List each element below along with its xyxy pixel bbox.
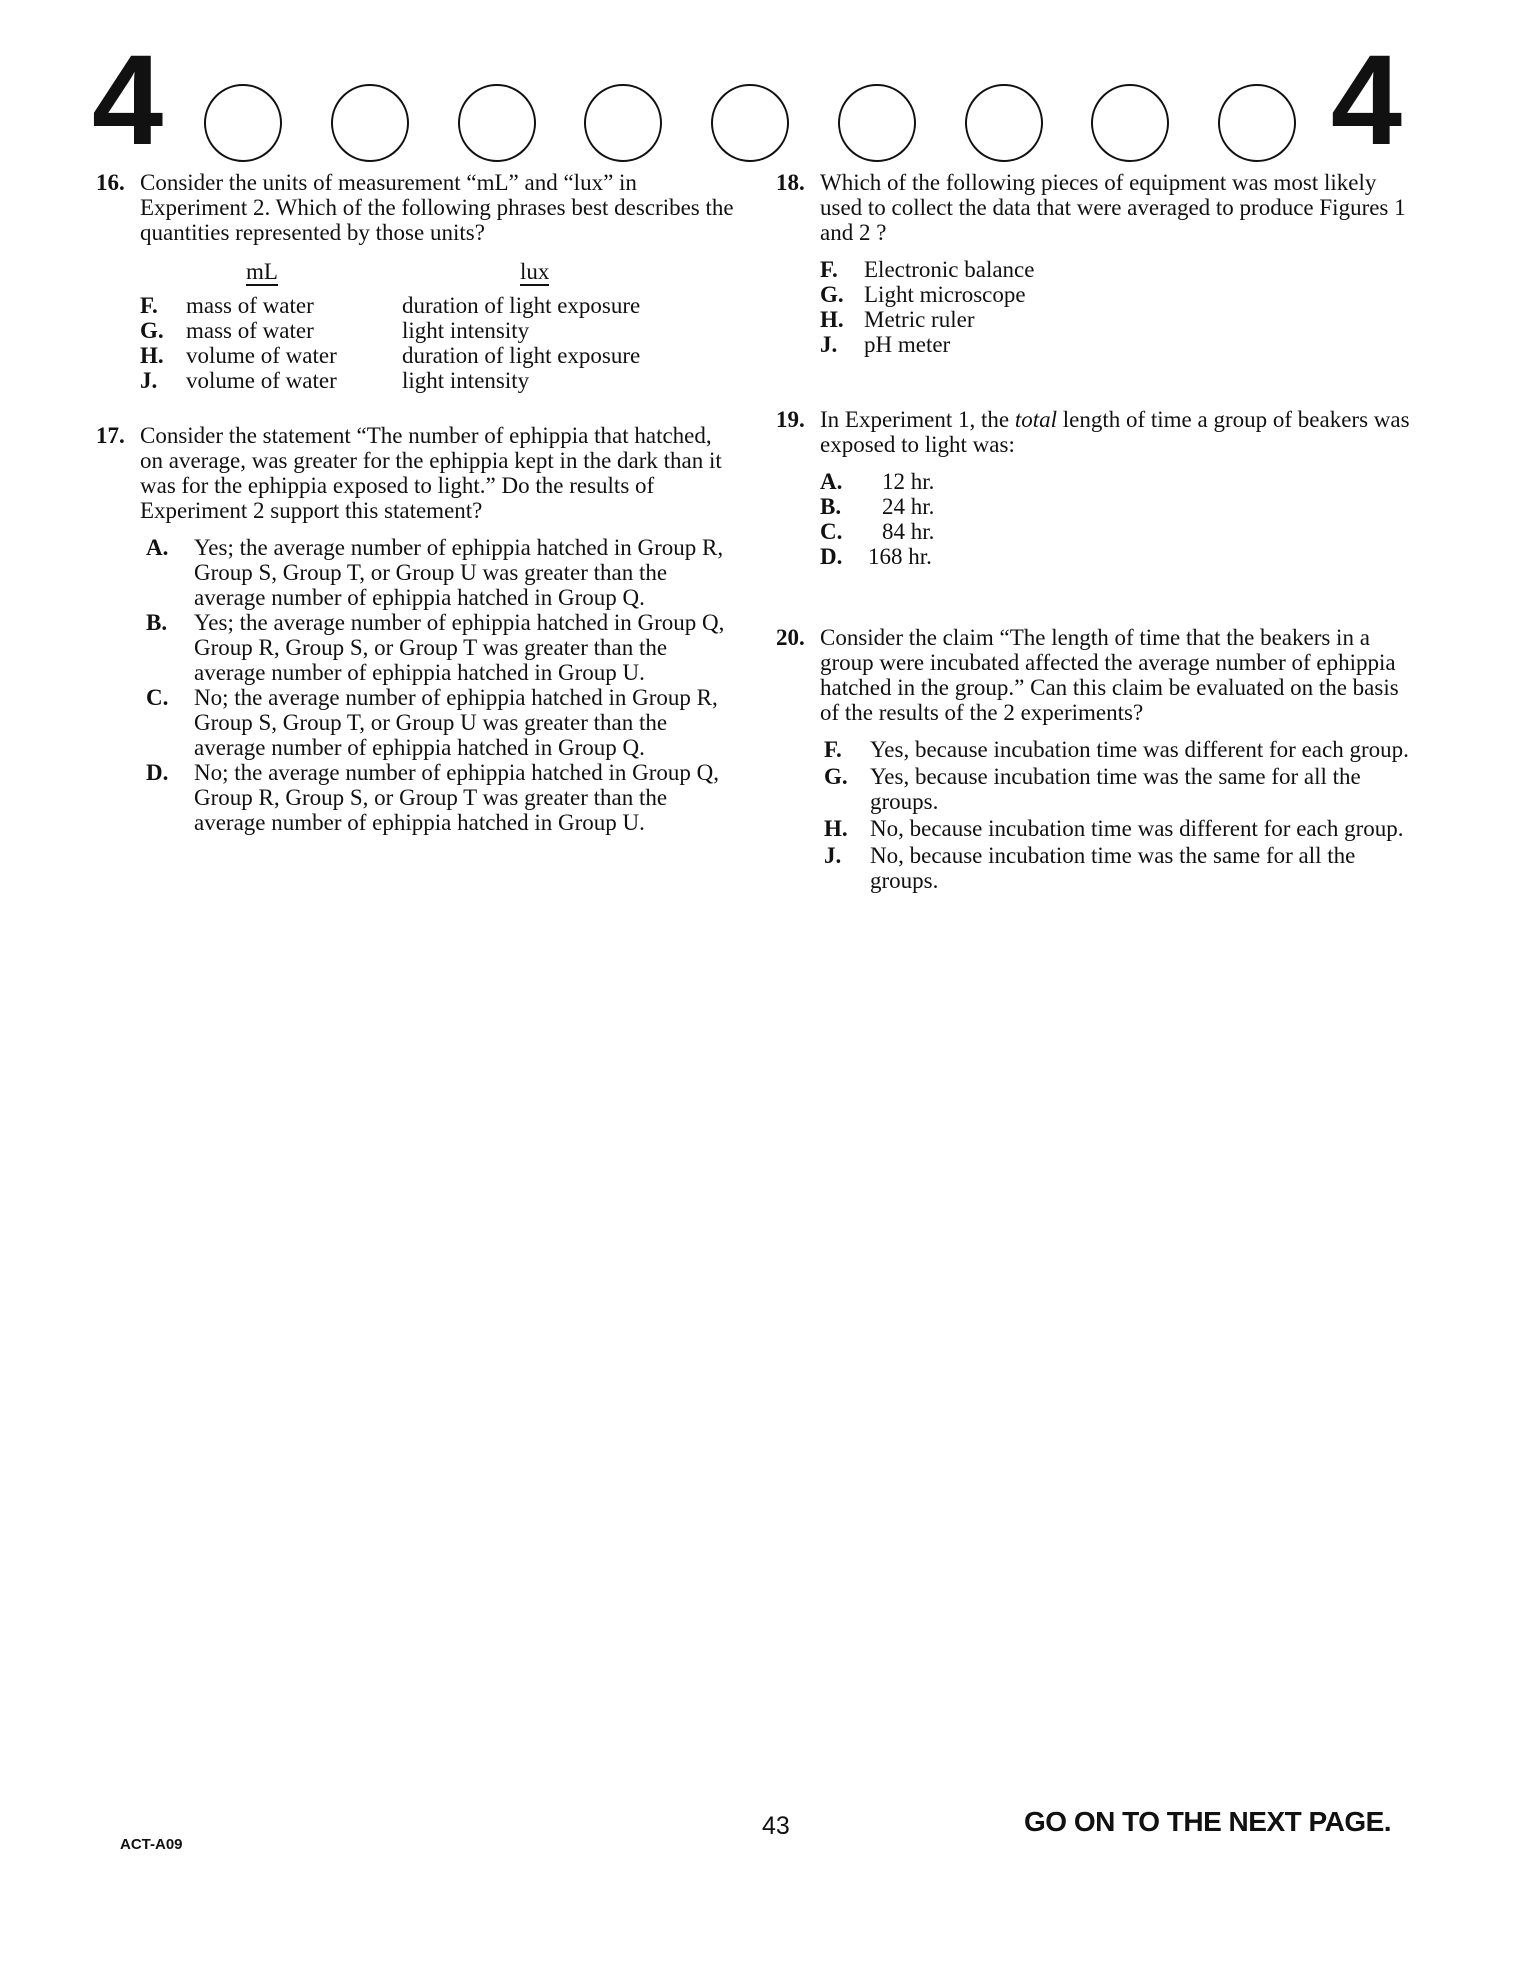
answer-option-b[interactable] — [146, 610, 736, 685]
answer-option-d[interactable] — [146, 760, 736, 835]
option-letter: F. — [820, 257, 838, 282]
option-letter: A. — [820, 469, 843, 494]
question-18 — [776, 170, 1416, 245]
answer-option-g[interactable] — [820, 282, 1416, 307]
circle-decoration — [965, 84, 1043, 162]
option-letter: B. — [146, 610, 168, 635]
circle-decoration — [1218, 84, 1296, 162]
option-text: No, because incubation time was the same for all the groups. — [870, 843, 1356, 893]
option-letter: J. — [824, 843, 842, 868]
answer-option-f[interactable] — [140, 293, 736, 318]
form-code: ACT-A09 — [120, 1836, 183, 1853]
option-ml-value: mass of water — [186, 293, 314, 318]
option-letter: F. — [140, 293, 158, 318]
option-letter: C. — [146, 685, 169, 710]
option-text: No; the average number of ephippia hatched in Group Q, Group R, Group S, or Group T was greater than the average number of ephippia hatched in Group U. — [194, 760, 719, 835]
option-letter: F. — [824, 737, 842, 762]
option-text: Yes; the average number of ephippia hatched in Group Q, Group R, Group S, or Group T was greater than the average number of ephippia hatched in Group U. — [194, 610, 725, 685]
answer-option-f[interactable] — [820, 257, 1416, 282]
question-text: Consider the statement “The number of ephippia that hatched, on average, was greater for the ephippia kept in the dark than it was for the ephippia exposed to light.” Do the results of Experiment 2 support this statement? — [140, 423, 722, 523]
col-header-lux: lux — [520, 259, 550, 284]
option-text: 84 hr. — [882, 519, 935, 544]
option-ml-value: volume of water — [186, 368, 337, 393]
option-letter: H. — [820, 307, 844, 332]
option-text: No, because incubation time was different for each group. — [870, 816, 1404, 841]
q19-options — [776, 469, 1416, 569]
option-letter: H. — [140, 343, 164, 368]
option-letter: G. — [140, 318, 164, 343]
col-header-ml: mL — [246, 259, 278, 284]
left-column — [96, 170, 736, 835]
answer-option-a[interactable] — [820, 469, 1416, 494]
option-letter: D. — [820, 544, 843, 569]
option-lux-value: duration of light exposure — [402, 343, 641, 368]
answer-option-j[interactable] — [820, 332, 1416, 357]
option-letter: G. — [824, 764, 848, 789]
circle-decoration — [1091, 84, 1169, 162]
option-letter: B. — [820, 494, 842, 519]
option-text: Light microscope — [864, 282, 1026, 307]
answer-option-j[interactable] — [824, 843, 1416, 893]
option-ml-value: volume of water — [186, 343, 337, 368]
q17-options — [96, 535, 736, 835]
option-text: Yes, because incubation time was different for each group. — [870, 737, 1409, 762]
question-19 — [776, 407, 1416, 457]
option-text: 12 hr. — [882, 469, 935, 494]
circle-decoration — [838, 84, 916, 162]
option-letter: D. — [146, 760, 169, 785]
section-number-right: 4 — [1330, 29, 1402, 172]
answer-option-g[interactable] — [824, 764, 1416, 814]
circle-decoration — [458, 84, 536, 162]
question-text: Consider the claim “The length of time that the beakers in a group were incubated affected the average number of ephippia hatched in the group.” Can this claim be evaluated on the basis of the results of the 2 experiments? — [820, 625, 1399, 725]
answer-option-b[interactable] — [820, 494, 1416, 519]
answer-option-h[interactable] — [820, 307, 1416, 332]
option-text: Yes, because incubation time was the same for all the groups. — [870, 764, 1361, 814]
question-number: 18. — [776, 170, 805, 195]
question-16 — [96, 170, 736, 245]
option-letter: J. — [140, 368, 158, 393]
option-lux-value: duration of light exposure — [402, 293, 641, 318]
option-text: Electronic balance — [864, 257, 1035, 282]
answer-option-c[interactable] — [146, 685, 736, 760]
option-lux-value: light intensity — [402, 318, 530, 343]
table-header-row — [140, 259, 736, 293]
option-lux-value: light intensity — [402, 368, 530, 393]
answer-option-c[interactable] — [820, 519, 1416, 544]
question-text-part: In Experiment 1, the — [820, 407, 1015, 432]
option-text: Yes; the average number of ephippia hatched in Group R, Group S, Group T, or Group U was greater than the average number of ephippia hatched in Group Q. — [194, 535, 724, 610]
header-circles — [204, 84, 1296, 162]
section-header — [92, 29, 1402, 172]
question-20 — [776, 625, 1416, 725]
answer-option-h[interactable] — [824, 816, 1416, 841]
circle-decoration — [711, 84, 789, 162]
answer-option-j[interactable] — [140, 368, 736, 393]
question-text-emphasis: total — [1014, 407, 1057, 432]
circle-decoration — [331, 84, 409, 162]
question-text — [820, 407, 1416, 457]
question-number: 17. — [96, 423, 125, 448]
answer-option-g[interactable] — [140, 318, 736, 343]
next-page-notice: GO ON TO THE NEXT PAGE. — [1024, 1806, 1392, 1837]
q20-options — [776, 737, 1416, 893]
question-number: 16. — [96, 170, 125, 195]
option-text: Metric ruler — [864, 307, 975, 332]
answer-option-a[interactable] — [146, 535, 736, 610]
page-number: 43 — [762, 1812, 790, 1840]
option-letter: C. — [820, 519, 843, 544]
section-number-left: 4 — [92, 29, 164, 172]
option-ml-value: mass of water — [186, 318, 314, 343]
q16-answer-table — [140, 259, 736, 393]
option-text: pH meter — [864, 332, 951, 357]
right-column — [776, 170, 1416, 893]
option-letter: G. — [820, 282, 844, 307]
question-text: Consider the units of measurement “mL” and “lux” in Experiment 2. Which of the following phrases best describes the quantities represented by those units? — [140, 170, 734, 245]
answer-option-h[interactable] — [140, 343, 736, 368]
question-text: Which of the following pieces of equipment was most likely used to collect the data that were averaged to produce Figures 1 and 2 ? — [820, 170, 1406, 245]
option-text: 168 hr. — [868, 544, 932, 569]
answer-option-d[interactable] — [820, 544, 1416, 569]
circle-decoration — [584, 84, 662, 162]
question-number: 20. — [776, 625, 805, 650]
question-text-part: length of time a group of beakers was exposed to light was: — [820, 407, 1410, 457]
question-17 — [96, 423, 736, 523]
option-letter: J. — [820, 332, 838, 357]
answer-option-f[interactable] — [824, 737, 1416, 762]
option-text: 24 hr. — [882, 494, 935, 519]
option-letter: H. — [824, 816, 848, 841]
option-text: No; the average number of ephippia hatched in Group R, Group S, Group T, or Group U was greater than the average number of ephippia hatched in Group Q. — [194, 685, 718, 760]
option-letter: A. — [146, 535, 169, 560]
circle-decoration — [204, 84, 282, 162]
q18-options — [776, 257, 1416, 357]
question-number: 19. — [776, 407, 805, 432]
